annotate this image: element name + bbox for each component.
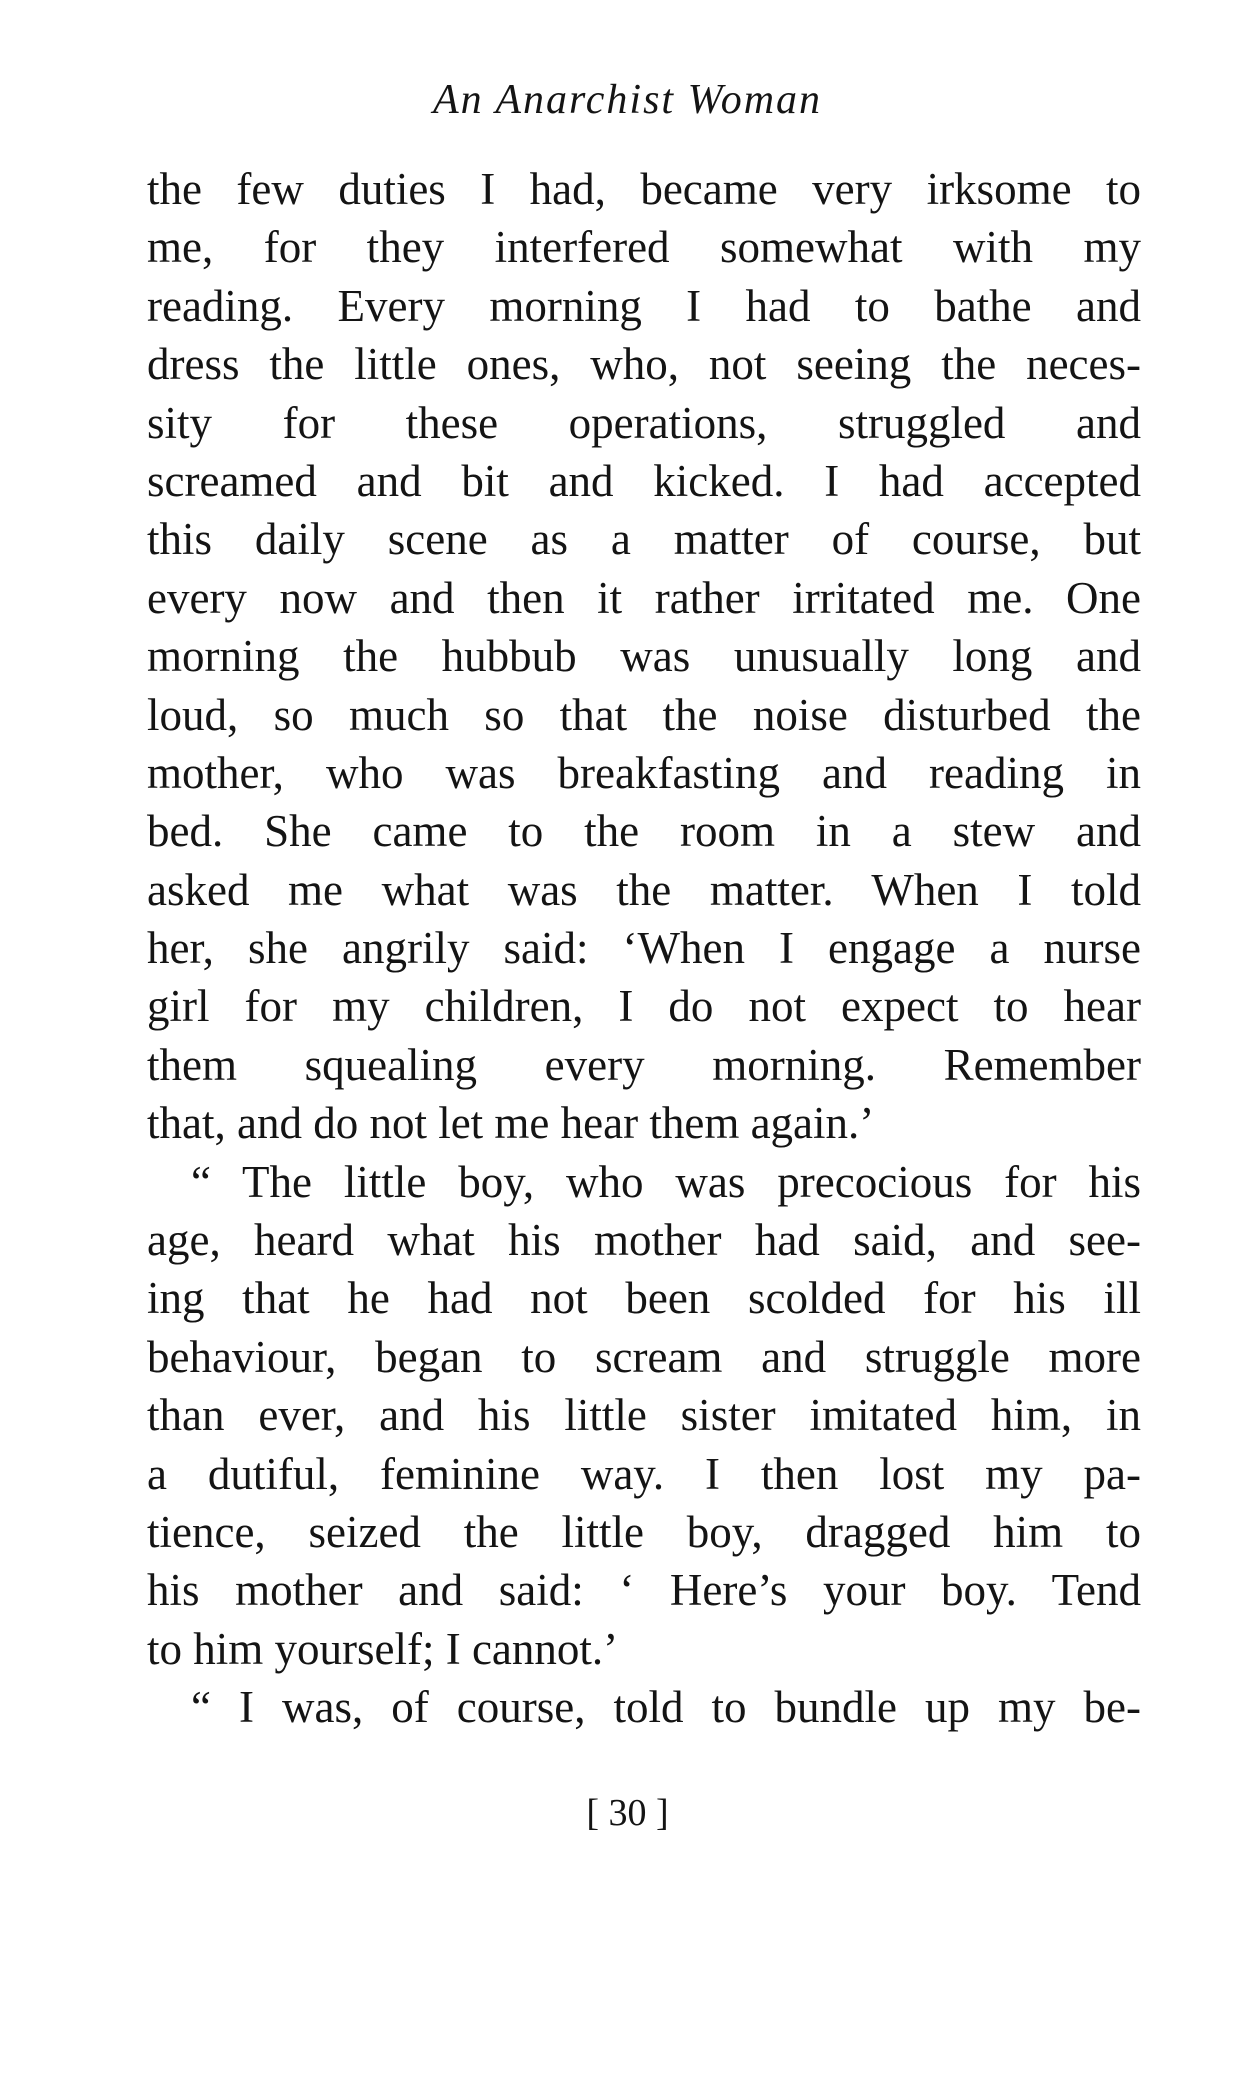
text-line: behaviour, began to scream and struggle more xyxy=(147,1331,1141,1382)
text-line: asked me what was the matter. When I told xyxy=(147,864,1141,915)
text-line: his mother and said: ‘ Here’s your boy. Tend xyxy=(147,1565,1141,1616)
text-line: tience, seized the little boy, dragged him to xyxy=(147,1506,1141,1557)
text-line: a dutiful, feminine way. I then lost my pa- xyxy=(147,1448,1141,1499)
text-line: dress the little ones, who, not seeing the neces- xyxy=(147,339,1141,390)
text-line: the few duties I had, became very irksome to xyxy=(147,164,1141,214)
paragraph-first-line: “ The little boy, who was precocious for his xyxy=(191,1156,1141,1207)
text-line: her, she angrily said: ‘When I engage a nurse xyxy=(147,923,1141,974)
text-line: sity for these operations, struggled and xyxy=(147,397,1141,448)
text-line: screamed and bit and kicked. I had accepted xyxy=(147,455,1141,506)
text-line: loud, so much so that the noise disturbed the xyxy=(147,689,1141,740)
text-line: ing that he had not been scolded for his ill xyxy=(147,1273,1141,1324)
running-head: An Anarchist Woman xyxy=(432,77,823,123)
text-line: this daily scene as a matter of course, but xyxy=(147,514,1141,565)
text-line: reading. Every morning I had to bathe and xyxy=(147,280,1141,331)
text-line: girl for my children, I do not expect to hear xyxy=(147,981,1141,1032)
text-line: me, for they interfered somewhat with my xyxy=(147,222,1141,273)
page-number: [ 30 ] xyxy=(586,1792,669,1834)
text-line: than ever, and his little sister imitated him, in xyxy=(147,1390,1141,1441)
text-line: every now and then it rather irritated me. One xyxy=(147,572,1141,623)
body-text xyxy=(147,160,1141,1737)
text-line: that, and do not let me hear them again.’ xyxy=(147,1098,875,1149)
text-line: morning the hubbub was unusually long and xyxy=(147,631,1141,682)
paragraph-first-line: “ I was, of course, told to bundle up my be- xyxy=(191,1682,1141,1733)
text-line: age, heard what his mother had said, and see- xyxy=(147,1215,1141,1266)
text-line: mother, who was breakfasting and reading in xyxy=(147,747,1141,798)
text-line: to him yourself; I cannot.’ xyxy=(147,1623,619,1674)
text-line: them squealing every morning. Remember xyxy=(147,1039,1141,1090)
text-line: bed. She came to the room in a stew and xyxy=(147,806,1141,857)
